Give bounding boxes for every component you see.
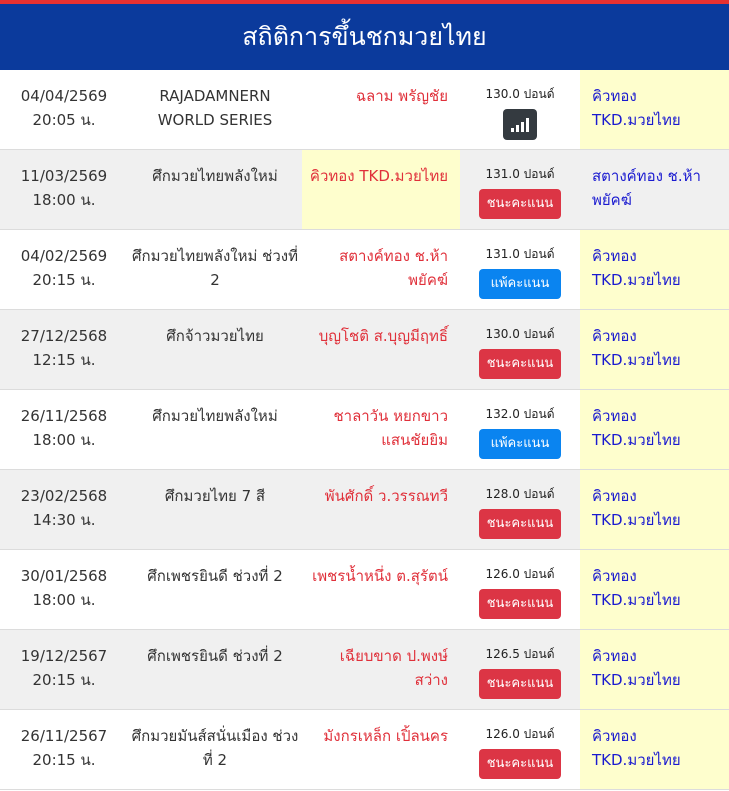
fighter-b-link[interactable]: คิวทอง TKD.มวยไทย <box>580 310 729 389</box>
lose-badge[interactable]: แพ้คะแนน <box>479 429 561 459</box>
fight-row <box>0 550 729 630</box>
event-name: ศึกมวยไทย 7 สี <box>164 487 266 505</box>
fight-row <box>0 470 729 550</box>
date-text: 30/01/2568 <box>20 567 108 585</box>
time-text: 14:30 น. <box>32 511 96 529</box>
weight-text: 126.0 ปอนด์ <box>485 567 555 581</box>
event-name: ศึกมวยไทยพลังใหม่ <box>152 167 278 185</box>
fighter-a-link[interactable]: เฉียบขาด ป.พงษ์สว่าง <box>339 647 448 689</box>
event-name: ศึกเพชรยินดี ช่วงที่ 2 <box>147 647 283 665</box>
result-cell <box>460 310 580 389</box>
win-badge[interactable]: ชนะคะแนน <box>479 189 561 219</box>
fighter-a-link[interactable]: คิวทอง TKD.มวยไทย <box>302 150 460 229</box>
fighter-a-link[interactable]: สตางค์ทอง ช.ห้าพยัคฆ์ <box>339 247 448 289</box>
fight-date <box>0 630 128 709</box>
fighter-b-link[interactable]: คิวทอง TKD.มวยไทย <box>580 390 729 469</box>
fight-row <box>0 390 729 470</box>
fight-row <box>0 230 729 310</box>
date-text: 26/11/2567 <box>20 727 108 745</box>
fighter-b-link[interactable]: คิวทอง TKD.มวยไทย <box>580 630 729 709</box>
weight-text: 128.0 ปอนด์ <box>485 487 555 501</box>
time-text: 18:00 น. <box>32 431 96 449</box>
date-text: 26/11/2568 <box>20 407 108 425</box>
event-name: RAJADAMNERN WORLD SERIES <box>157 87 273 129</box>
weight-text: 131.0 ปอนด์ <box>485 167 555 181</box>
time-text: 18:00 น. <box>32 191 96 209</box>
result-cell <box>460 710 580 789</box>
result-cell <box>460 390 580 469</box>
result-cell <box>460 70 580 149</box>
fight-row <box>0 630 729 710</box>
win-badge[interactable]: ชนะคะแนน <box>479 589 561 619</box>
fight-date <box>0 150 128 229</box>
date-text: 04/04/2569 <box>20 87 108 105</box>
win-badge[interactable]: ชนะคะแนน <box>479 349 561 379</box>
fight-date <box>0 390 128 469</box>
fighter-b-link[interactable]: คิวทอง TKD.มวยไทย <box>580 470 729 549</box>
time-text: 18:00 น. <box>32 591 96 609</box>
fighter-b-link[interactable]: สตางค์ทอง ช.ห้าพยัคฆ์ <box>592 167 701 209</box>
fight-date <box>0 310 128 389</box>
date-text: 19/12/2567 <box>20 647 108 665</box>
win-badge[interactable]: ชนะคะแนน <box>479 669 561 699</box>
fight-row <box>0 310 729 390</box>
win-badge[interactable]: ชนะคะแนน <box>479 509 561 539</box>
fighter-b-link[interactable]: คิวทอง TKD.มวยไทย <box>580 550 729 629</box>
fight-date <box>0 550 128 629</box>
fighter-b-link[interactable]: คิวทอง TKD.มวยไทย <box>580 230 729 309</box>
fighter-b-link[interactable]: คิวทอง TKD.มวยไทย <box>580 70 729 149</box>
event-name: ศึกจ้าวมวยไทย <box>166 327 264 345</box>
weight-text: 130.0 ปอนด์ <box>485 87 555 101</box>
event-name: ศึกมวยไทยพลังใหม่ ช่วงที่ 2 <box>131 247 298 289</box>
weight-text: 126.5 ปอนด์ <box>485 647 555 661</box>
date-text: 04/02/2569 <box>20 247 108 265</box>
fighter-a-link[interactable]: เพชรน้ำหนึ่ง ต.สุรัตน์ <box>312 567 448 585</box>
weight-text: 131.0 ปอนด์ <box>485 247 555 261</box>
fight-date <box>0 470 128 549</box>
fighter-b-link[interactable]: คิวทอง TKD.มวยไทย <box>580 710 729 789</box>
event-name: ศึกเพชรยินดี ช่วงที่ 2 <box>147 567 283 585</box>
fight-row <box>0 70 729 150</box>
time-text: 20:15 น. <box>32 751 96 769</box>
date-text: 23/02/2568 <box>20 487 108 505</box>
time-text: 20:15 น. <box>32 271 96 289</box>
fight-date <box>0 70 128 149</box>
date-text: 11/03/2569 <box>20 167 108 185</box>
weight-text: 130.0 ปอนด์ <box>485 327 555 341</box>
result-cell <box>460 150 580 229</box>
time-text: 20:15 น. <box>32 671 96 689</box>
result-cell <box>460 630 580 709</box>
lose-badge[interactable]: แพ้คะแนน <box>479 269 561 299</box>
event-name: ศึกมวยมันส์สนั่นเมือง ช่วงที่ 2 <box>131 727 299 769</box>
win-badge[interactable]: ชนะคะแนน <box>479 749 561 779</box>
fighter-a-link[interactable]: ชาลาวัน หยกขาว แสนชัยยิม <box>333 407 448 449</box>
time-text: 20:05 น. <box>32 111 96 129</box>
result-cell <box>460 230 580 309</box>
date-text: 27/12/2568 <box>20 327 108 345</box>
time-text: 12:15 น. <box>32 351 96 369</box>
event-name: ศึกมวยไทยพลังใหม่ <box>152 407 278 425</box>
fight-list <box>0 70 729 790</box>
fighter-a-link[interactable]: พันศักดิ์ ว.วรรณทวี <box>324 487 448 505</box>
result-cell <box>460 550 580 629</box>
fighter-a-link[interactable]: ฉลาม พรัญชัย <box>355 87 448 105</box>
weight-text: 126.0 ปอนด์ <box>485 727 555 741</box>
fighter-a-link[interactable]: มังกรเหล็ก เปิ้ลนคร <box>323 727 448 745</box>
fighter-a-link[interactable]: บุญโชติ ส.บุญมีฤทธิ์ <box>318 327 448 345</box>
page-title: สถิติการขึ้นชกมวยไทย <box>0 0 729 70</box>
fight-date <box>0 230 128 309</box>
fight-row <box>0 710 729 790</box>
bar-chart-icon[interactable] <box>503 109 537 140</box>
fight-date <box>0 710 128 789</box>
result-cell <box>460 470 580 549</box>
weight-text: 132.0 ปอนด์ <box>485 407 555 421</box>
fight-row <box>0 150 729 230</box>
